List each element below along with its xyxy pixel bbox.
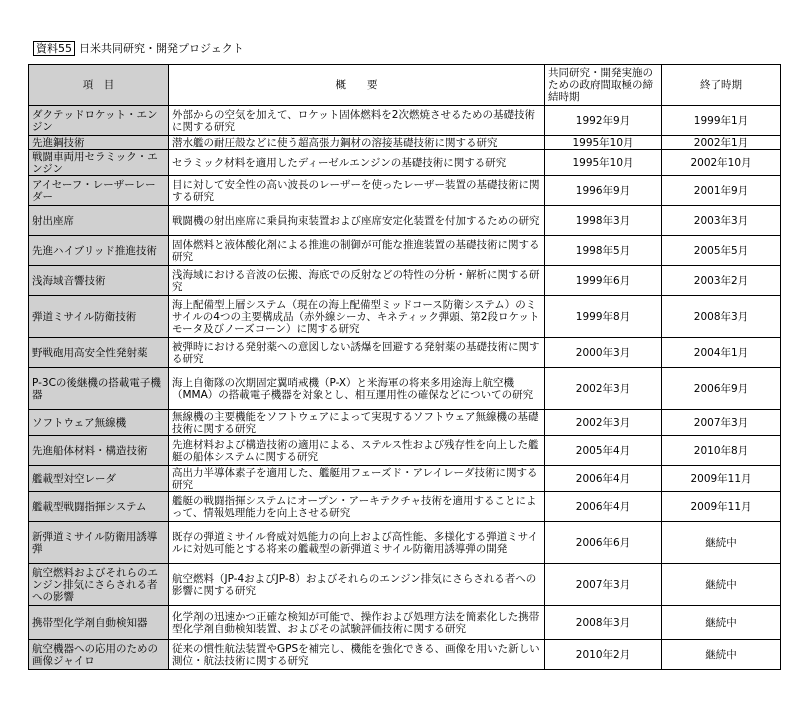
agreement-date: 1998年5月: [545, 236, 662, 266]
project-name: 艦載型対空レーダ: [29, 466, 169, 492]
table-row: [29, 522, 781, 564]
project-summary: 無線機の主要機能をソフトウェアによって実現するソフトウェア無線機の基礎技術に関する研究: [169, 410, 545, 436]
header-agreement: 共同研究・開発実施のための政府間取極の締結時期: [545, 65, 662, 106]
project-name: 戦闘車両用セラミック・エンジン: [29, 150, 169, 176]
project-name: 新弾道ミサイル防衛用誘導弾: [29, 522, 169, 564]
table-row: [29, 564, 781, 606]
table-row: [29, 436, 781, 466]
project-name: 先進ハイブリッド推進技術: [29, 236, 169, 266]
agreement-date: 1999年8月: [545, 296, 662, 338]
end-date: 継続中: [662, 522, 781, 564]
end-date: 継続中: [662, 640, 781, 670]
header-row: [29, 65, 781, 106]
project-summary: 固体燃料と液体酸化剤による推進の制御が可能な推進装置の基礎技術に関する研究: [169, 236, 545, 266]
project-summary: 浅海域における音波の伝搬、海底での反射などの特性の分析・解析に関する研究: [169, 266, 545, 296]
project-summary: セラミック材料を適用したディーゼルエンジンの基礎技術に関する研究: [169, 150, 545, 176]
end-date: 2002年1月: [662, 136, 781, 150]
table-row: [29, 296, 781, 338]
end-date: 継続中: [662, 606, 781, 640]
project-name: 航空機器への応用のための画像ジャイロ: [29, 640, 169, 670]
project-summary: 航空燃料（JP-4およびJP-8）およびそれらのエンジン排気にさらされる者への影響に関する研究: [169, 564, 545, 606]
document-tag: 資料55: [33, 41, 75, 56]
table-row: [29, 106, 781, 136]
project-name: 弾道ミサイル防衛技術: [29, 296, 169, 338]
end-date: 2009年11月: [662, 492, 781, 522]
project-summary: 先進材料および構造技術の適用による、ステルス性および残存性を向上した艦艇の船体システムに関する研究: [169, 436, 545, 466]
project-summary: 海上自衛隊の次期固定翼哨戒機（P-X）と米海軍の将来多用途海上航空機（MMA）の搭載電子機器を対象とし、相互運用性の確保などについての研究: [169, 368, 545, 410]
project-name: 先進鋼技術: [29, 136, 169, 150]
project-summary: 被弾時における発射薬への意図しない誘爆を回避する発射薬の基礎技術に関する研究: [169, 338, 545, 368]
table-row: [29, 136, 781, 150]
end-date: 継続中: [662, 564, 781, 606]
project-name: アイセーフ・レーザーレーダー: [29, 176, 169, 206]
table-row: [29, 410, 781, 436]
agreement-date: 2010年2月: [545, 640, 662, 670]
table-row: [29, 176, 781, 206]
project-name: 野戦砲用高安全性発射薬: [29, 338, 169, 368]
table-caption: [33, 42, 244, 56]
agreement-date: 1999年6月: [545, 266, 662, 296]
project-summary: 海上配備型上層システム（現在の海上配備型ミッドコース防衛システム）のミサイルの4つの主要構成品（赤外線シーカ、キネティック弾頭、第2段ロケットモータ及びノーズコーン）に関する研究: [169, 296, 545, 338]
project-summary: 既存の弾道ミサイル脅威対処能力の向上および高性能、多様化する弾道ミサイルに対処可能とする将来の艦載型の新弾道ミサイル防衛用誘導弾の開発: [169, 522, 545, 564]
table-row: [29, 236, 781, 266]
header-item: 項 目: [29, 65, 169, 106]
end-date: 2009年11月: [662, 466, 781, 492]
project-name: 先進船体材料・構造技術: [29, 436, 169, 466]
agreement-date: 2005年4月: [545, 436, 662, 466]
end-date: 2002年10月: [662, 150, 781, 176]
project-summary: 戦闘機の射出座席に乗員拘束装置および座席安定化装置を付加するための研究: [169, 206, 545, 236]
project-name: 艦載型戦闘指揮システム: [29, 492, 169, 522]
agreement-date: 2006年4月: [545, 492, 662, 522]
project-summary: 艦艇の戦闘指揮システムにオープン・アーキテクチャ技術を適用することによって、情報処理能力を向上させる研究: [169, 492, 545, 522]
table-row: [29, 338, 781, 368]
end-date: 2003年3月: [662, 206, 781, 236]
table-row: [29, 466, 781, 492]
agreement-date: 2006年6月: [545, 522, 662, 564]
agreement-date: 2002年3月: [545, 368, 662, 410]
end-date: 2007年3月: [662, 410, 781, 436]
header-end: 終了時期: [662, 65, 781, 106]
agreement-date: 1996年9月: [545, 176, 662, 206]
end-date: 2010年8月: [662, 436, 781, 466]
end-date: 2006年9月: [662, 368, 781, 410]
agreement-date: 2000年3月: [545, 338, 662, 368]
project-name: ダクテッドロケット・エンジン: [29, 106, 169, 136]
table-row: [29, 206, 781, 236]
agreement-date: 1998年3月: [545, 206, 662, 236]
agreement-date: 2007年3月: [545, 564, 662, 606]
table-row: [29, 266, 781, 296]
agreement-date: 1995年10月: [545, 150, 662, 176]
table-row: [29, 368, 781, 410]
project-name: P-3Cの後継機の搭載電子機器: [29, 368, 169, 410]
project-summary: 従来の慣性航法装置やGPSを補完し、機能を強化できる、画像を用いた新しい測位・航法技術に関する研究: [169, 640, 545, 670]
project-name: 射出座席: [29, 206, 169, 236]
table-row: [29, 150, 781, 176]
project-name: 航空燃料およびそれらのエンジン排気にさらされる者への影響: [29, 564, 169, 606]
project-summary: 高出力半導体素子を適用した、艦艇用フェーズド・アレイレーダ技術に関する研究: [169, 466, 545, 492]
table-title: 日米共同研究・開発プロジェクト: [79, 42, 244, 55]
end-date: 2004年1月: [662, 338, 781, 368]
table-row: [29, 640, 781, 670]
header-summary: 概 要: [169, 65, 545, 106]
end-date: 2008年3月: [662, 296, 781, 338]
project-name: ソフトウェア無線機: [29, 410, 169, 436]
end-date: 2005年5月: [662, 236, 781, 266]
agreement-date: 2002年3月: [545, 410, 662, 436]
end-date: 2001年9月: [662, 176, 781, 206]
table-row: [29, 492, 781, 522]
end-date: 1999年1月: [662, 106, 781, 136]
agreement-date: 2006年4月: [545, 466, 662, 492]
project-summary: 化学剤の迅速かつ正確な検知が可能で、操作および処理方法を簡素化した携帯型化学剤自動検知装置、およびその試験評価技術に関する研究: [169, 606, 545, 640]
agreement-date: 1992年9月: [545, 106, 662, 136]
projects-table: [28, 64, 781, 670]
project-name: 携帯型化学剤自動検知器: [29, 606, 169, 640]
project-summary: 目に対して安全性の高い波長のレーザーを使ったレーザー装置の基礎技術に関する研究: [169, 176, 545, 206]
end-date: 2003年2月: [662, 266, 781, 296]
table-row: [29, 606, 781, 640]
project-summary: 外部からの空気を加えて、ロケット固体燃料を2次燃焼させるための基礎技術に関する研究: [169, 106, 545, 136]
agreement-date: 2008年3月: [545, 606, 662, 640]
project-summary: 潜水艦の耐圧殻などに使う超高張力鋼材の溶接基礎技術に関する研究: [169, 136, 545, 150]
project-name: 浅海域音響技術: [29, 266, 169, 296]
agreement-date: 1995年10月: [545, 136, 662, 150]
